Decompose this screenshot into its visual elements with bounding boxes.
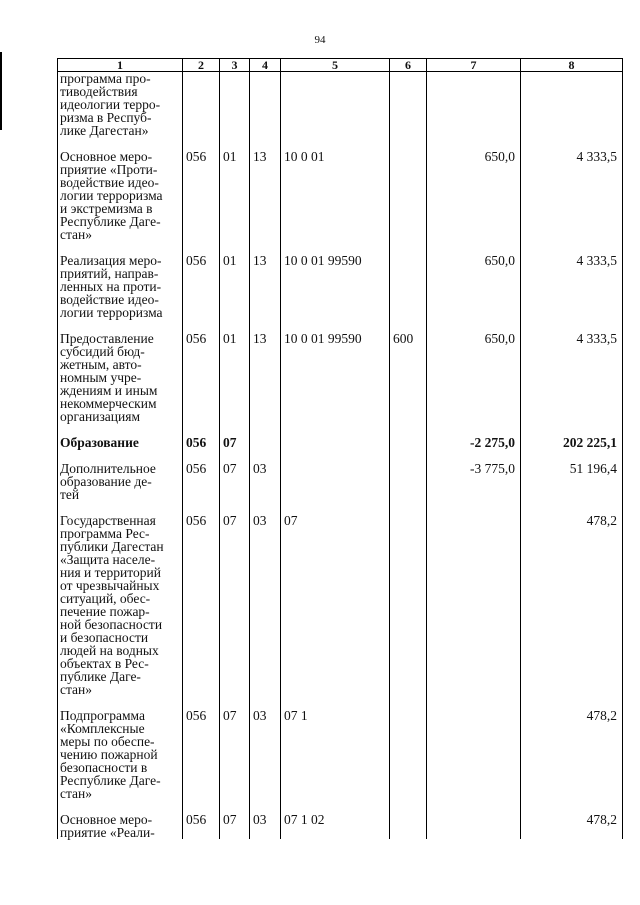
table-row [58,319,623,423]
table-row [58,72,623,138]
section-cell: 07 [220,800,250,839]
subsection-cell: 13 [250,319,281,423]
total-amount-cell: 478,2 [521,501,623,696]
gov-code-cell: 056 [183,800,220,839]
subsection-cell [250,72,281,138]
row-name-cell: Дополнительное образование де- тей [58,449,183,501]
page-number: 94 [314,34,326,46]
row-name-cell: Государственная программа Рес- публики Дагестан «Защита населе- ния и территорий от чрезвычайных ситуаций, обес- печение пожар- ной безопасности и безопасности людей на водных объектах в Рес- публике Даге- стан» [58,501,183,696]
change-amount-cell [427,696,521,800]
change-amount-cell: -2 275,0 [427,423,521,449]
subsection-cell [250,423,281,449]
subsection-cell: 03 [250,696,281,800]
change-amount-cell [427,501,521,696]
row-name-cell: Образование [58,423,183,449]
target-article-cell [281,72,390,138]
table-row [58,137,623,241]
total-amount-cell: 4 333,5 [521,319,623,423]
target-article-cell: 07 [281,501,390,696]
change-amount-cell: 650,0 [427,137,521,241]
table-body [58,72,623,840]
target-article-cell: 10 0 01 99590 [281,241,390,319]
column-header: 3 [220,59,250,72]
row-name-cell: Основное меро- приятие «Реали- [58,800,183,839]
target-article-cell: 07 1 [281,696,390,800]
table-row [58,696,623,800]
expense-type-cell [390,501,427,696]
total-amount-cell: 4 333,5 [521,137,623,241]
table-header-row [58,59,623,72]
table-row [58,423,623,449]
row-name-cell: Основное меро- приятие «Проти- водействие идео- логии терроризма и экстремизма в Республике Даге- стан» [58,137,183,241]
change-amount-cell: 650,0 [427,319,521,423]
section-cell [220,72,250,138]
target-article-cell: 10 0 01 [281,137,390,241]
table-row [58,800,623,839]
table-row [58,501,623,696]
subsection-cell: 13 [250,241,281,319]
expense-type-cell [390,137,427,241]
column-header: 4 [250,59,281,72]
section-cell: 07 [220,449,250,501]
binding-rule [0,52,2,130]
total-amount-cell: 202 225,1 [521,423,623,449]
row-name-cell: Подпрограмма «Комплексные меры по обеспе- чению пожарной безопасности в Республике Даге- стан» [58,696,183,800]
row-name-cell: программа про- тиводействия идеологии терро- ризма в Респуб- лике Дагестан» [58,72,183,138]
row-name-cell: Предоставление субсидий бюд- жетным, авто- номным учре- ждениям и иным некоммерческим организациям [58,319,183,423]
column-header: 7 [427,59,521,72]
gov-code-cell: 056 [183,241,220,319]
gov-code-cell: 056 [183,449,220,501]
column-header: 6 [390,59,427,72]
change-amount-cell [427,72,521,138]
subsection-cell: 03 [250,449,281,501]
gov-code-cell: 056 [183,137,220,241]
section-cell: 07 [220,423,250,449]
column-header: 2 [183,59,220,72]
total-amount-cell [521,72,623,138]
target-article-cell: 07 1 02 [281,800,390,839]
gov-code-cell: 056 [183,696,220,800]
total-amount-cell: 478,2 [521,800,623,839]
expense-type-cell [390,241,427,319]
subsection-cell: 03 [250,501,281,696]
subsection-cell: 03 [250,800,281,839]
section-cell: 07 [220,501,250,696]
change-amount-cell: -3 775,0 [427,449,521,501]
target-article-cell: 10 0 01 99590 [281,319,390,423]
row-name-cell: Реализация меро- приятий, направ- ленных на проти- водействие идео- логии терроризма [58,241,183,319]
expense-type-cell [390,449,427,501]
gov-code-cell: 056 [183,319,220,423]
target-article-cell [281,449,390,501]
section-cell: 07 [220,696,250,800]
table-row [58,241,623,319]
total-amount-cell: 478,2 [521,696,623,800]
gov-code-cell: 056 [183,501,220,696]
gov-code-cell: 056 [183,423,220,449]
change-amount-cell: 650,0 [427,241,521,319]
column-header: 5 [281,59,390,72]
total-amount-cell: 51 196,4 [521,449,623,501]
table-row [58,449,623,501]
section-cell: 01 [220,319,250,423]
budget-table [57,58,623,839]
section-cell: 01 [220,137,250,241]
expense-type-cell [390,72,427,138]
section-cell: 01 [220,241,250,319]
expense-type-cell [390,423,427,449]
subsection-cell: 13 [250,137,281,241]
expense-type-cell [390,696,427,800]
expense-type-cell [390,800,427,839]
expense-type-cell: 600 [390,319,427,423]
target-article-cell [281,423,390,449]
total-amount-cell: 4 333,5 [521,241,623,319]
change-amount-cell [427,800,521,839]
column-header: 1 [58,59,183,72]
column-header: 8 [521,59,623,72]
gov-code-cell [183,72,220,138]
